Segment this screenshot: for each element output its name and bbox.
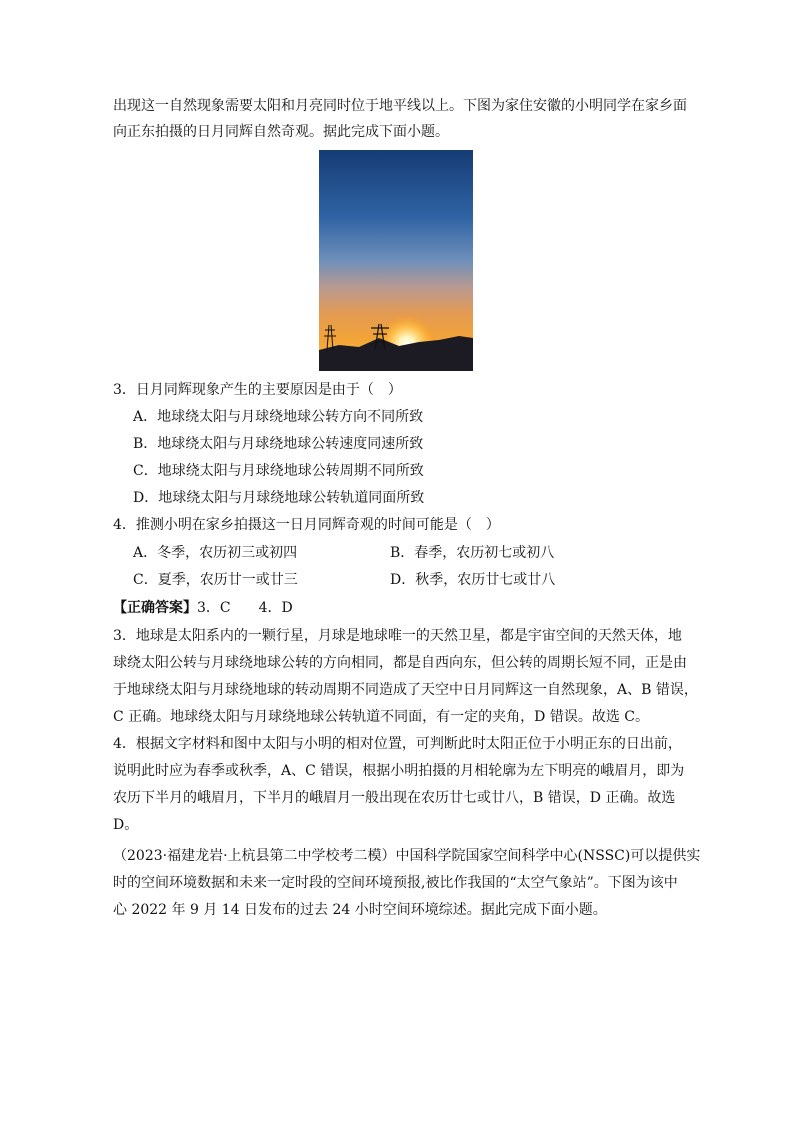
sun-moon-photo <box>319 150 473 371</box>
q3-stem: 3．日月同辉现象产生的主要原因是由于（ ） <box>113 382 402 398</box>
explain4-line-3: 农历下半月的峨眉月，下半月的峨眉月一般出现在农历廿七或廿八，B 错误，D 正确。故选 <box>113 790 676 806</box>
intro-line-2: 向正东拍摄的日月同辉自然奇观。据此完成下面小题。 <box>113 124 449 140</box>
q4-option-b: B．春季，农历初七或初八 <box>390 545 555 561</box>
q3-option-b: B．地球绕太阳与月球绕地球公转速度同速所致 <box>133 436 424 452</box>
q4-stem: 4．推测小明在家乡拍摄这一日月同辉奇观的时间可能是（ ） <box>113 517 500 533</box>
answer-value: 3．C 4．D <box>197 600 293 616</box>
q4-option-a: A．冬季，农历初三或初四 <box>133 545 298 561</box>
q3-option-d: D．地球绕太阳与月球绕地球公转轨道同面所致 <box>133 490 425 506</box>
explain4-line-2: 说明此时应为春季或秋季，A、C 错误，根据小明拍摄的月相轮廓为左下明亮的峨眉月，即为 <box>113 763 685 779</box>
explain4-line-1: 4．根据文字材料和图中太阳与小明的相对位置，可判断此时太阳正位于小明正东的日出前， <box>113 736 682 752</box>
q4-option-c: C．夏季，农历廿一或廿三 <box>133 572 298 588</box>
q3-option-c: C．地球绕太阳与月球绕地球公转周期不同所致 <box>133 463 424 479</box>
explain3-line-3: 于地球绕太阳与月球绕地球的转动周期不同造成了天空中日月同辉这一自然现象，A、B 错误， <box>113 682 698 698</box>
q4-option-d: D．秋季，农历廿七或廿八 <box>390 572 556 588</box>
next-question-line-3: 心 2022 年 9 月 14 日发布的过去 24 小时空间环境综述。据此完成下面小题。 <box>113 902 607 918</box>
answer-line <box>113 598 293 618</box>
explain3-line-1: 3．地球是太阳系内的一颗行星，月球是地球唯一的天然卫星，都是宇宙空间的天然天体，地 <box>113 628 682 644</box>
next-question-line-1: （2023·福建龙岩·上杭县第二中学校考二模）中国科学院国家空间科学中心(NSSC)可以提供实 <box>113 848 701 864</box>
explain3-line-2: 球绕太阳公转与月球绕地球公转的方向相同，都是自西向东，但公转的周期长短不同，正是由 <box>113 655 687 671</box>
q3-option-a: A．地球绕太阳与月球绕地球公转方向不同所致 <box>133 409 424 425</box>
explain4-line-4: D。 <box>113 817 139 833</box>
intro-line-1: 出现这一自然现象需要太阳和月亮同时位于地平线以上。下图为家住安徽的小明同学在家乡面 <box>113 98 687 114</box>
explain3-line-4: C 正确。地球绕太阳与月球绕地球公转轨道不同面，有一定的夹角，D 错误。故选 C。 <box>113 709 649 725</box>
answer-label: 【正确答案】 <box>113 600 197 616</box>
next-question-line-2: 时的空间环境数据和未来一定时段的空间环境预报,被比作我国的“太空气象站”。下图为该中 <box>113 875 678 891</box>
